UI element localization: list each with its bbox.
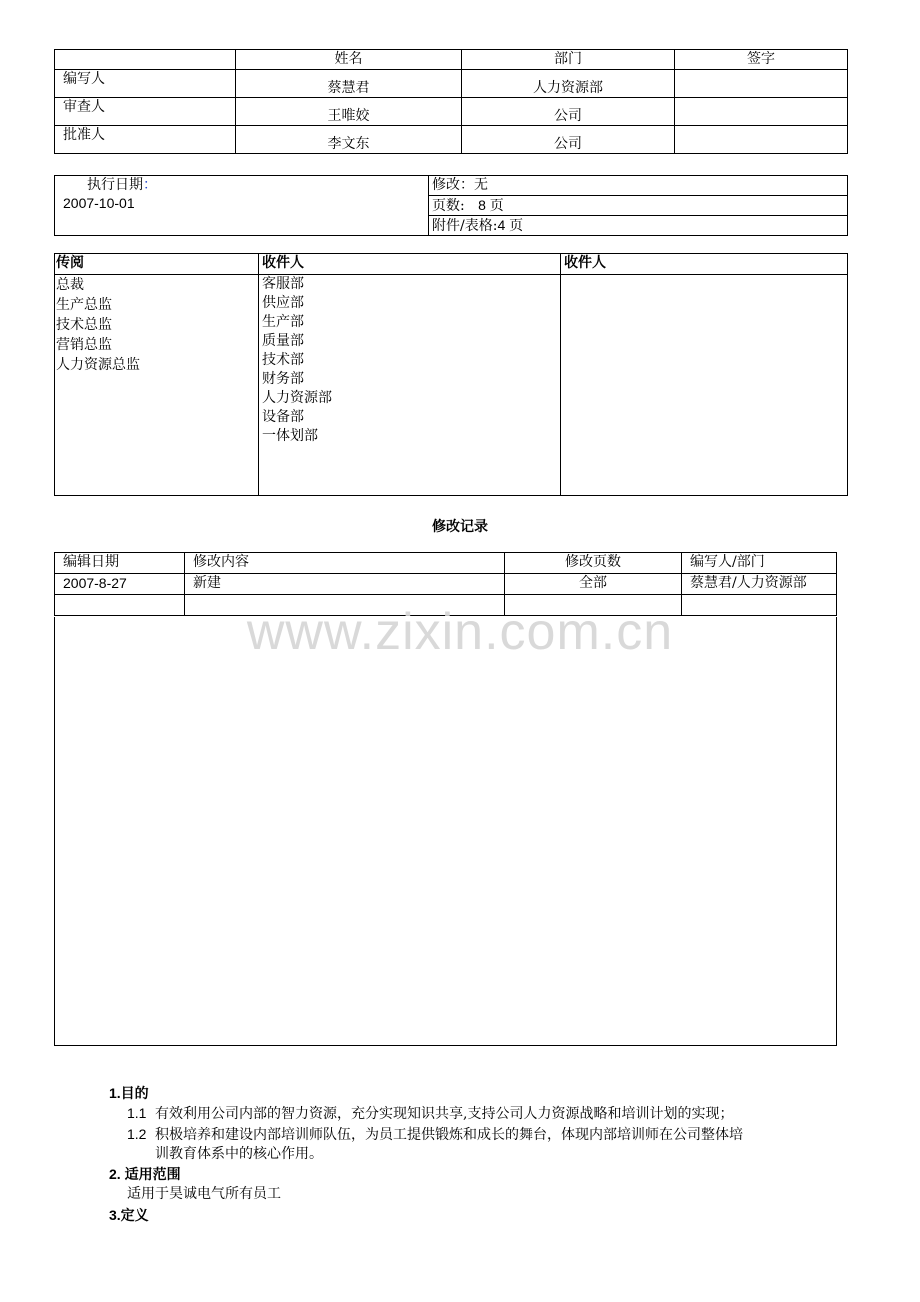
list-item: 总裁	[56, 277, 84, 293]
signoff-header-dept: 部门	[462, 50, 675, 70]
revision-pages: 全部	[505, 574, 682, 595]
watermark: www.zixin.com.cn	[246, 603, 674, 661]
execution-date-label: 执行日期	[87, 177, 143, 193]
page-count-cell	[429, 196, 848, 216]
list-item: 质量部	[262, 333, 304, 349]
revision-header-content: 修改内容	[185, 553, 505, 574]
revision-content: 新建	[185, 574, 505, 595]
distribution-header-recipient: 收件人	[259, 254, 561, 275]
execution-date-cell	[55, 176, 429, 236]
section-2-text: 适用于昊诚电气所有员工	[127, 1186, 281, 1202]
section-1-1-text: 有效利用公司内部的智力资源，充分实现知识共享,支持公司人力资源战略和培训计划的实现；	[155, 1106, 734, 1122]
section-1-2-text-a: 积极培养和建设内部培训师队伍，为员工提供锻炼和成长的舞台，体现内部培训师在公司整体培	[155, 1127, 743, 1143]
section-1-1-number: 1.1	[127, 1105, 147, 1121]
list-item: 一体划部	[262, 428, 318, 444]
signoff-header-sign: 签字	[675, 50, 848, 70]
section-1-title: 1.目的	[109, 1085, 149, 1101]
signoff-signature	[675, 70, 848, 98]
revision-log-title: 修改记录	[432, 518, 488, 534]
distribution-header-circulate: 传阅	[55, 254, 259, 275]
recipient-list	[259, 275, 561, 496]
signoff-row	[55, 70, 848, 98]
page-count-value: 8 页	[478, 197, 504, 213]
signoff-header-blank	[55, 50, 236, 70]
revision-header-date: 编辑日期	[55, 553, 185, 574]
revision-header-author: 编写人/部门	[682, 553, 837, 574]
list-item: 人力资源部	[262, 390, 332, 406]
execution-info-table	[54, 175, 848, 236]
signoff-header-name: 姓名	[236, 50, 462, 70]
list-item: 技术总监	[56, 317, 112, 333]
list-item: 技术部	[262, 352, 304, 368]
list-item: 生产总监	[56, 297, 112, 313]
section-2-title: 2. 适用范围	[109, 1166, 181, 1182]
distribution-body-row	[55, 275, 848, 496]
execution-date-colon: ：	[143, 177, 157, 193]
list-item: 营销总监	[56, 337, 112, 353]
section-1-2	[127, 1124, 743, 1145]
signoff-name: 李文东	[236, 126, 462, 154]
list-item: 客服部	[262, 276, 304, 292]
execution-date-label-line	[63, 176, 420, 194]
list-item: 设备部	[262, 409, 304, 425]
signoff-name: 王唯姣	[236, 98, 462, 126]
signoff-signature	[675, 98, 848, 126]
revision-author: 蔡慧君/人力资源部	[682, 574, 837, 595]
signoff-signature	[675, 126, 848, 154]
revision-header-row	[55, 553, 837, 574]
list-item: 人力资源总监	[56, 357, 140, 373]
distribution-header-row	[55, 254, 848, 275]
execution-date-value: 2007-10-01	[63, 195, 135, 211]
signoff-dept: 公司	[462, 98, 675, 126]
revision-date: 2007-8-27	[55, 574, 185, 595]
revision-log-empty-area	[54, 617, 837, 1046]
distribution-header-recipient-2: 收件人	[561, 254, 848, 275]
signoff-name: 蔡慧君	[236, 70, 462, 98]
page-count-label: 页数:	[432, 198, 465, 214]
recipient-list-2	[561, 275, 848, 496]
signoff-role: 审查人	[55, 98, 236, 126]
signoff-row	[55, 126, 848, 154]
section-1-2-number: 1.2	[127, 1126, 147, 1142]
signoff-row	[55, 98, 848, 126]
list-item: 财务部	[262, 371, 304, 387]
section-1-2-continued: 训教育体系中的核心作用。	[155, 1146, 323, 1162]
list-item: 供应部	[262, 295, 304, 311]
section-3-title: 3.定义	[109, 1207, 149, 1223]
circulate-list	[55, 275, 259, 496]
list-item: 生产部	[262, 314, 304, 330]
signoff-table	[54, 49, 848, 154]
section-1-1	[127, 1103, 733, 1124]
revision-status: 修改：无	[429, 176, 848, 196]
signoff-dept: 公司	[462, 126, 675, 154]
revision-header-pages: 修改页数	[505, 553, 682, 574]
attachment-value: 4 页	[497, 217, 524, 233]
signoff-dept: 人力资源部	[462, 70, 675, 98]
signoff-role: 编写人	[55, 70, 236, 98]
signoff-header-row	[55, 50, 848, 70]
table-row	[55, 574, 837, 595]
attachment-count-cell	[429, 216, 848, 236]
signoff-role: 批准人	[55, 126, 236, 154]
attachment-label: 附件/表格:	[432, 218, 498, 234]
distribution-table	[54, 253, 848, 496]
